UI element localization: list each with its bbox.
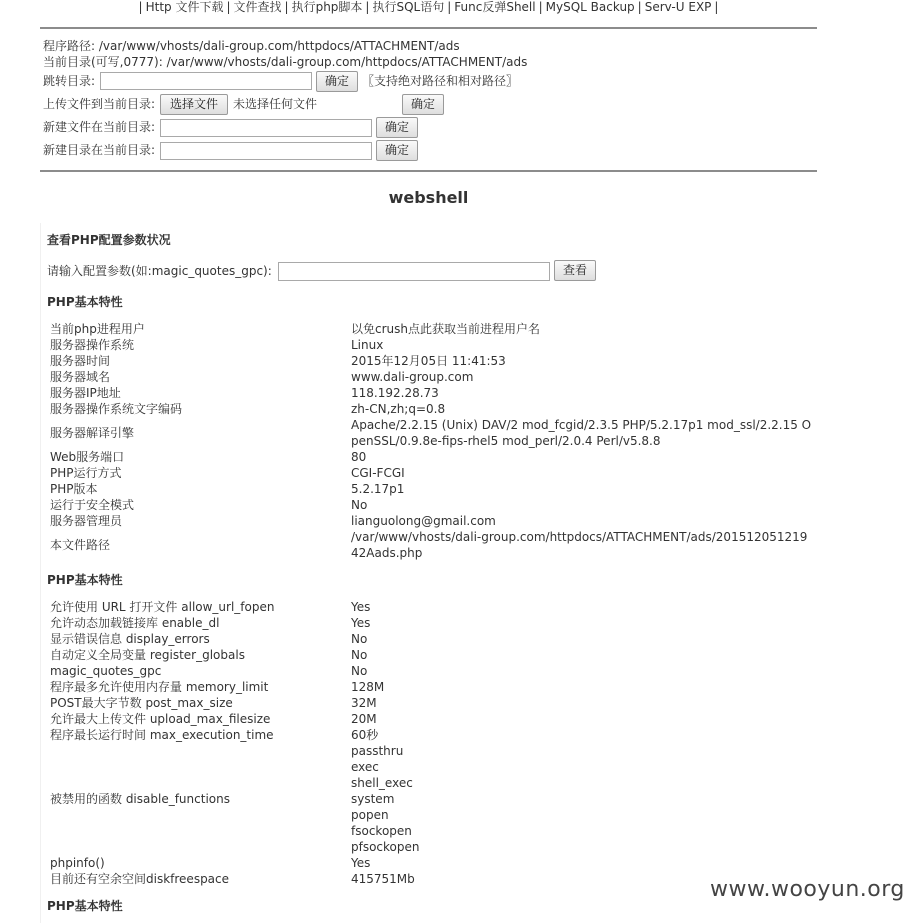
feature-label-upload-max-filesize: 允许最大上传文件 upload_max_filesize: [50, 712, 271, 726]
jump-hint: 〖支持绝对路径和相对路径〗: [362, 74, 519, 88]
feature-value-upload-max-filesize: 20M: [351, 712, 377, 726]
info-value-web-port: 80: [351, 450, 367, 464]
nav-separator: |: [284, 0, 289, 14]
info-label-engine: 服务器解译引擎: [50, 426, 135, 440]
nav-separator: |: [138, 0, 143, 14]
disabled-function-item: shell_exec: [351, 776, 413, 790]
page-title: webshell: [388, 188, 469, 207]
info-value-php-version: 5.2.17p1: [351, 482, 405, 496]
nav-separator: |: [226, 0, 231, 14]
info-value-php-user[interactable]: 以免crush点此获取当前进程用户名: [351, 322, 540, 336]
feature-value-phpinfo: Yes: [351, 856, 371, 870]
info-value-encoding: zh-CN,zh;q=0.8: [351, 402, 446, 416]
feature-label-register-globals: 自动定义全局变量 register_globals: [50, 648, 245, 662]
info-value-ip: 118.192.28.73: [351, 386, 439, 400]
disabled-function-item: system: [351, 792, 395, 806]
divider-middle: [40, 170, 817, 172]
info-label-server-time: 服务器时间: [50, 354, 111, 368]
nav-link-http-download[interactable]: Http 文件下载: [145, 0, 224, 14]
new-file-confirm-button[interactable]: 确定: [376, 117, 418, 138]
feature-value-diskfreespace: 415751Mb: [351, 872, 415, 886]
feature-label-diskfreespace: 目前还有空余空间diskfreespace: [50, 872, 230, 886]
current-dir-value: /var/www/vhosts/dali-group.com/httpdocs/ATTACHMENT/ads: [166, 55, 528, 69]
feature-label-disable-functions: 被禁用的函数 disable_functions: [50, 792, 230, 806]
feature-label-post-max-size: POST最大字节数 post_max_size: [50, 696, 233, 710]
feature-value-enable-dl: Yes: [351, 616, 371, 630]
info-label-domain: 服务器域名: [50, 370, 111, 384]
feature-label-allow-url-fopen: 允许使用 URL 打开文件 allow_url_fopen: [50, 600, 275, 614]
feature-label-display-errors: 显示错误信息 display_errors: [50, 632, 210, 646]
feature-label-phpinfo: phpinfo(): [50, 856, 105, 870]
jump-dir-label: 跳转目录:: [43, 74, 96, 88]
php-basic-heading-1: PHP基本特性: [47, 295, 123, 309]
nav-separator: |: [365, 0, 370, 14]
info-label-encoding: 服务器操作系统文字编码: [50, 402, 183, 416]
watermark: www.wooyun.org: [710, 877, 905, 902]
info-label-php-version: PHP版本: [50, 482, 98, 496]
nav-link-func-shell[interactable]: Func反弹Shell: [454, 0, 536, 14]
php-config-heading: 查看PHP配置参数状况: [47, 233, 171, 247]
disabled-function-item: fsockopen: [351, 824, 412, 838]
info-label-ip: 服务器IP地址: [50, 386, 121, 400]
php-config-query-label: 请输入配置参数(如:magic_quotes_gpc):: [47, 264, 272, 278]
info-value-file-path: /var/www/vhosts/dali-group.com/httpdocs/ATTACHMENT/ads/20151205121942Aads.php: [351, 530, 808, 560]
info-label-php-user: 当前php进程用户: [50, 322, 145, 336]
nav-separator: |: [714, 0, 719, 14]
upload-label: 上传文件到当前目录:: [43, 97, 156, 111]
feature-value-max-execution-time: 60秒: [351, 728, 379, 742]
feature-value-post-max-size: 32M: [351, 696, 377, 710]
upload-confirm-button[interactable]: 确定: [402, 94, 444, 115]
disabled-function-item: popen: [351, 808, 389, 822]
php-basic-heading-2: PHP基本特性: [47, 573, 123, 587]
jump-dir-input[interactable]: [100, 72, 312, 90]
info-label-php-mode: PHP运行方式: [50, 466, 122, 480]
jump-confirm-button[interactable]: 确定: [316, 71, 358, 92]
nav-link-exec-php[interactable]: 执行php脚本: [291, 0, 363, 14]
nav-link-file-search[interactable]: 文件查找: [233, 0, 282, 14]
nav-separator: |: [538, 0, 543, 14]
php-basic-heading-3: PHP基本特性: [47, 899, 123, 913]
info-value-engine: Apache/2.2.15 (Unix) DAV/2 mod_fcgid/2.3.5 PHP/5.2.17p1 mod_ssl/2.2.15 OpenSSL/0.9.8e-fips-rhel5 mod_perl/2.0.4 Perl/v5.8.8: [351, 418, 812, 448]
new-file-input[interactable]: [160, 119, 372, 137]
nav-link-servu-exp[interactable]: Serv-U EXP: [644, 0, 712, 14]
feature-label-magic-quotes: magic_quotes_gpc: [50, 664, 162, 678]
new-dir-confirm-button[interactable]: 确定: [376, 140, 418, 161]
disabled-function-item: exec: [351, 760, 379, 774]
current-dir-label: 当前目录(可写,0777):: [43, 55, 167, 69]
nav-link-mysql-backup[interactable]: MySQL Backup: [545, 0, 635, 14]
nav-link-exec-sql[interactable]: 执行SQL语句: [372, 0, 445, 14]
feature-value-magic-quotes: No: [351, 664, 368, 678]
info-value-admin: lianguolong@gmail.com: [351, 514, 496, 528]
program-path-label: 程序路径:: [43, 39, 99, 53]
feature-value-display-errors: No: [351, 632, 368, 646]
php-config-query-input[interactable]: [278, 262, 550, 281]
info-label-web-port: Web服务端口: [50, 450, 125, 464]
info-value-php-mode: CGI-FCGI: [351, 466, 405, 480]
feature-value-allow-url-fopen: Yes: [351, 600, 371, 614]
feature-label-memory-limit: 程序最多允许使用内存量 memory_limit: [50, 680, 269, 694]
current-dir-row: [43, 52, 527, 72]
divider-top: [40, 27, 817, 29]
new-dir-input[interactable]: [160, 142, 372, 160]
disabled-function-item: passthru: [351, 744, 404, 758]
new-dir-label: 新建目录在当前目录:: [43, 143, 156, 157]
info-value-os: Linux: [351, 338, 384, 352]
php-config-query-button[interactable]: 查看: [554, 260, 596, 281]
feature-label-max-execution-time: 程序最长运行时间 max_execution_time: [50, 728, 274, 742]
new-file-label: 新建文件在当前目录:: [43, 120, 156, 134]
info-label-safe-mode: 运行于安全模式: [50, 498, 135, 512]
info-label-file-path: 本文件路径: [50, 538, 111, 552]
feature-value-register-globals: No: [351, 648, 368, 662]
feature-label-enable-dl: 允许动态加载链接库 enable_dl: [50, 616, 220, 630]
nav-separator: |: [447, 0, 452, 14]
choose-file-button[interactable]: 选择文件: [160, 94, 228, 115]
program-path-value: /var/www/vhosts/dali-group.com/httpdocs/ATTACHMENT/ads: [98, 39, 460, 53]
no-file-chosen-text: 未选择任何文件: [233, 97, 318, 111]
feature-value-memory-limit: 128M: [351, 680, 385, 694]
info-value-domain: www.dali-group.com: [351, 370, 474, 384]
top-nav: [40, 0, 817, 16]
info-label-admin: 服务器管理员: [50, 514, 123, 528]
info-value-server-time: 2015年12月05日 11:41:53: [351, 354, 506, 368]
disabled-function-item: pfsockopen: [351, 840, 420, 854]
info-label-os: 服务器操作系统: [50, 338, 135, 352]
info-value-safe-mode: No: [351, 498, 368, 512]
nav-separator: |: [637, 0, 642, 14]
